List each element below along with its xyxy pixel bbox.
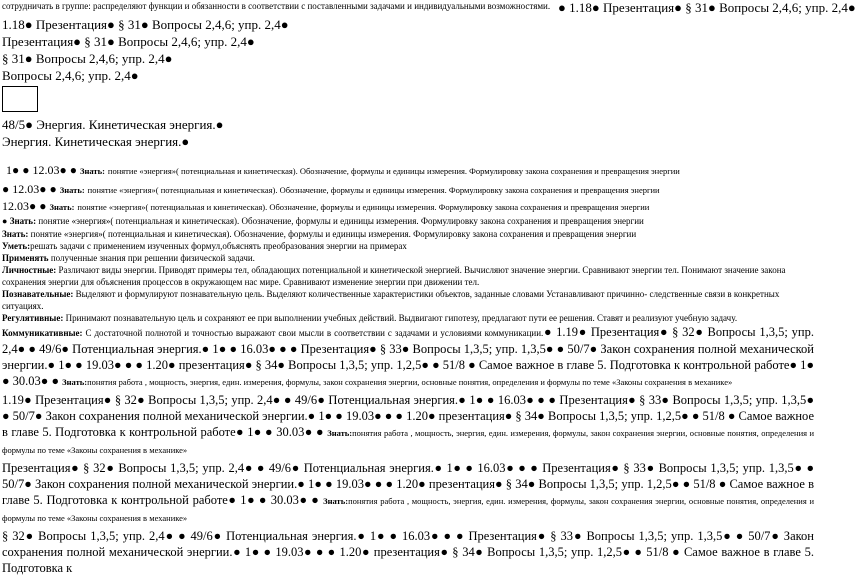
regulative-line bbox=[2, 312, 814, 324]
lesson-line-1: ● 1.18● Презентация● § 31● Вопросы 2,4,6; упр. 2,4● bbox=[558, 0, 856, 15]
know-label: Знать: bbox=[49, 202, 75, 212]
lesson-line-5: Вопросы 2,4,6; упр. 2,4● bbox=[2, 68, 139, 83]
communicative-label: Коммуникативные: bbox=[2, 328, 83, 338]
repeat-text: § 32● Вопросы 1,3,5; упр. 2,4● ● 49/6● Потенциальная энергия.● 1● ● 16.03● ● ● Презентация● § 33● Вопросы 1,3,5; упр. 1,3,5● ● 50/7● Закон сохранения полной механической энергии.● 1● ● 19.03● ● ● 1.20● презентация● § 34● Вопросы 1,3,5; упр. 1,2,5● ● 51/8 ● Самое важное в главе 5. Подготовка к bbox=[2, 529, 814, 575]
know-label: Знать: bbox=[80, 166, 105, 176]
energy-line-1: 48/5● Энергия. Кинетическая энергия.● bbox=[2, 117, 224, 132]
communicative-text: С достаточной полнотой и точностью выражают свои мысли в соответствии с задачами и условиями коммуникации. bbox=[82, 328, 544, 338]
repeat-text: Презентация● § 32● Вопросы 1,3,5; упр. 2,4● ● 49/6● Потенциальная энергия.● 1● ● 16.03● ● ● Презентация● § 33● Вопросы 1,3,5; упр. 1,3,5● ● 50/7● Закон сохранения полной механической энергии.● 1● ● 19.03● ● ● 1.20● презентация● § 34● Вопросы 1,3,5; упр. 1,2,5● ● 51/8 ● Самое важное в главе 5. Подготовка к контрольной работе● 1● ● 30.03● ● bbox=[2, 461, 814, 507]
cognitive-paragraph bbox=[2, 288, 814, 312]
apply-line bbox=[2, 252, 814, 264]
empty-table-cell bbox=[2, 86, 38, 112]
know-small-text: понятия работа , мощность, энергия, един. измерения, формулы, закон сохранения энергии, основные понятия, определения и формулы по теме «Законы сохранения в механике» bbox=[2, 496, 815, 523]
know-small-label: Знать: bbox=[62, 377, 88, 387]
know-body: понятие «энергия»( потенциальная и кинетическая). Обозначение, формулы и единицы измерения. Формулировку закона сохранения и превращения энергии bbox=[38, 216, 644, 226]
personal-paragraph bbox=[2, 264, 814, 288]
know-body: понятие «энергия»( потенциальная и кинетическая). Обозначение, формулы и единицы измерения. Формулировку закона сохранения и превращения энергии bbox=[107, 166, 680, 176]
know-line-4 bbox=[2, 215, 814, 228]
apply-text: полученные знания при решении физической задачи. bbox=[48, 253, 255, 263]
can-text: решать задачи с применением изученных формул,объяснять преобразования энергии на примерах bbox=[30, 241, 407, 251]
know-label: Знать: bbox=[9, 216, 37, 226]
know-body: понятие «энергия»( потенциальная и кинетическая). Обозначение, формулы и единицы измерения. Формулировку закона сохранения и превращения энергии bbox=[77, 202, 650, 212]
repeat-paragraph-2 bbox=[2, 460, 814, 526]
lesson-line-2: 1.18● Презентация● § 31● Вопросы 2,4,6; упр. 2,4● bbox=[2, 17, 289, 32]
know-body: понятие «энергия»( потенциальная и кинетическая). Обозначение, формулы и единицы измерения. Формулировку закона сохранения и превращения энергии bbox=[87, 185, 660, 195]
know-small-text: понятия работа , мощность, энергия, един. измерения, формулы, закон сохранения энергии, основные понятия, определения и формулы по теме «Законы сохранения в механике» bbox=[87, 377, 733, 387]
lesson-line-4: § 31● Вопросы 2,4,6; упр. 2,4● bbox=[2, 51, 173, 66]
intro-line: сотрудничать в группе: распределяют функции и обязанности в соответствии с поставленными задачами и индивидуальными возможностями. bbox=[2, 1, 551, 11]
repeat-paragraph-3 bbox=[2, 528, 814, 576]
apply-label: Применять bbox=[2, 253, 49, 263]
regulative-label: Регулятивные: bbox=[2, 313, 64, 323]
know-small-label: Знать: bbox=[327, 428, 353, 438]
know-prefix: ● 12.03● ● bbox=[2, 182, 57, 196]
communicative-tail: ● 1.19● Презентация● § 32● Вопросы 1,3,5; упр. 2,4● ● 49/6● Потенциальная энергия.● 1● ● 16.03● ● ● Презентация● § 33● Вопросы 1,3,5; упр. 1,3,5● ● 50/7● Закон сохранения полной механической энергии.● 1● ● 19.03● ● ● 1.20● презентация● § 34● Вопросы 1,3,5; упр. 1,2,5● ● 51/8 ● Самое важное в главе 5. Подготовка к контрольной работе● 1● ● 30.03● ● bbox=[2, 325, 814, 388]
repeat-text: 1.19● Презентация● § 32● Вопросы 1,3,5; упр. 2,4● ● 49/6● Потенциальная энергия.● 1● ● 16.03● ● ● Презентация● § 33● Вопросы 1,3,5; упр. 1,3,5● ● 50/7● Закон сохранения полной механической энергии.● 1● ● 19.03● ● ● 1.20● презентация● § 34● Вопросы 1,3,5; упр. 1,2,5● ● 51/8 ● Самое важное в главе 5. Подготовка к контрольной работе● 1● ● 30.03● ● bbox=[2, 393, 814, 439]
repeat-paragraph-1 bbox=[2, 392, 814, 458]
know-prefix: ● bbox=[2, 216, 8, 226]
regulative-text: Принимают познавательную цель и сохраняют ее при выполнении учебных действий. Выдвигают гипотезу, предлагают пути ее решения. Ставят и реализуют учебную задачу. bbox=[63, 313, 738, 323]
know-body: понятие «энергия»( потенциальная и кинетическая). Обозначение, формулы и единицы измерения. Формулировку закона сохранения и превращения энергии bbox=[30, 229, 637, 239]
know-line-1 bbox=[2, 160, 814, 181]
know-prefix: 1● ● 12.03● ● bbox=[6, 163, 77, 177]
know-line-3 bbox=[2, 199, 814, 215]
cognitive-text: Выделяют и формулируют познавательную цель. Выделяют количественные характеристики объектов, заданные словами Устанавливают причинно- следственные связи в конкретных ситуациях. bbox=[2, 289, 780, 311]
personal-text: Различают виды энергии. Приводят примеры тел, обладающих потенциальной и кинетической энергией. Вычисляют значение энергии. Сравнивают энергии тел. Понимают значение закона сохранения энергии для объяснения процессов в окружающем нас мире. Сравнивают изменение энергии при движении тел. bbox=[2, 265, 786, 287]
cognitive-label: Познавательные: bbox=[2, 289, 74, 299]
personal-label: Личностные: bbox=[2, 265, 57, 275]
know-label: Знать: bbox=[59, 185, 85, 195]
communicative-paragraph bbox=[2, 324, 814, 390]
know-prefix: 12.03● ● bbox=[2, 199, 47, 213]
can-line bbox=[2, 240, 814, 252]
know-line-2 bbox=[2, 181, 814, 199]
know-label: Знать: bbox=[2, 229, 29, 239]
know-small-label: Знать: bbox=[323, 496, 349, 506]
know-small-text: понятия работа , мощность, энергия, един. измерения, формулы, закон сохранения энергии, основные понятия, определения и формулы по теме «Законы сохранения в механике» bbox=[2, 428, 814, 455]
lesson-line-3: Презентация● § 31● Вопросы 2,4,6; упр. 2,4● bbox=[2, 34, 255, 49]
energy-line-2: Энергия. Кинетическая энергия.● bbox=[2, 134, 190, 149]
can-label: Уметь: bbox=[2, 241, 31, 251]
know-line-5 bbox=[2, 228, 814, 240]
